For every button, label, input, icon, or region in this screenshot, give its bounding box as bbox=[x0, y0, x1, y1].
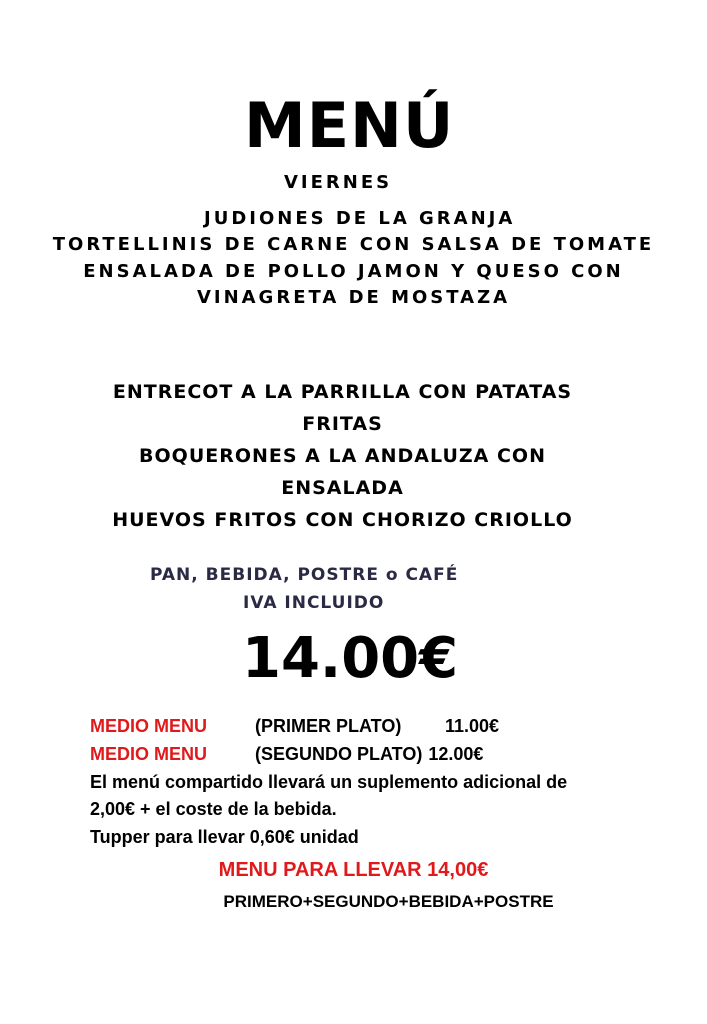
half-menu-first bbox=[90, 714, 499, 738]
takeaway-menu: MENU PARA LLEVAR 14,00€ bbox=[218, 859, 489, 881]
shared-menu-note: El menú compartido llevará un suplemento adicional de bbox=[90, 772, 568, 792]
second-course-item: ENTRECOT A LA PARRILLA CON PATATAS bbox=[112, 381, 573, 403]
second-course-item: HUEVOS FRITOS CON CHORIZO CRIOLLO bbox=[112, 509, 573, 531]
menu-title: MENÚ bbox=[244, 89, 455, 162]
first-course-item: VINAGRETA DE MOSTAZA bbox=[196, 287, 511, 308]
tupper-note: Tupper para llevar 0,60€ unidad bbox=[90, 827, 359, 847]
half-menu-price: 11.00€ bbox=[445, 716, 500, 736]
first-course-item: TORTELLINIS DE CARNE CON SALSA DE TOMATE bbox=[52, 234, 655, 255]
half-menu-second bbox=[90, 742, 483, 766]
second-course-item: BOQUERONES A LA ANDALUZA CON bbox=[139, 445, 546, 467]
first-course-item: ENSALADA DE POLLO JAMON Y QUESO CON bbox=[83, 261, 624, 282]
shared-menu-note-cont: 2,00€ + el coste de la bebida. bbox=[90, 799, 337, 819]
half-menu-label: MEDIO MENU bbox=[90, 716, 207, 736]
half-menu-label: MEDIO MENU bbox=[90, 744, 207, 764]
half-menu-course: (PRIMER PLATO) bbox=[255, 716, 402, 736]
vat-included: IVA INCLUIDO bbox=[243, 593, 385, 613]
included-items: PAN, BEBIDA, POSTRE o CAFÉ bbox=[150, 565, 459, 585]
half-menu-price: 12.00€ bbox=[428, 744, 484, 764]
takeaway-combo: PRIMERO+SEGUNDO+BEBIDA+POSTRE bbox=[223, 892, 554, 911]
first-course-item: JUDIONES DE LA GRANJA bbox=[204, 208, 516, 229]
half-menu-course: (SEGUNDO PLATO) bbox=[255, 744, 423, 764]
menu-day: VIERNES bbox=[284, 172, 393, 193]
menu-price: 14.00€ bbox=[242, 626, 459, 691]
second-course-item: ENSALADA bbox=[281, 477, 404, 499]
second-course-item: FRITAS bbox=[302, 413, 383, 435]
